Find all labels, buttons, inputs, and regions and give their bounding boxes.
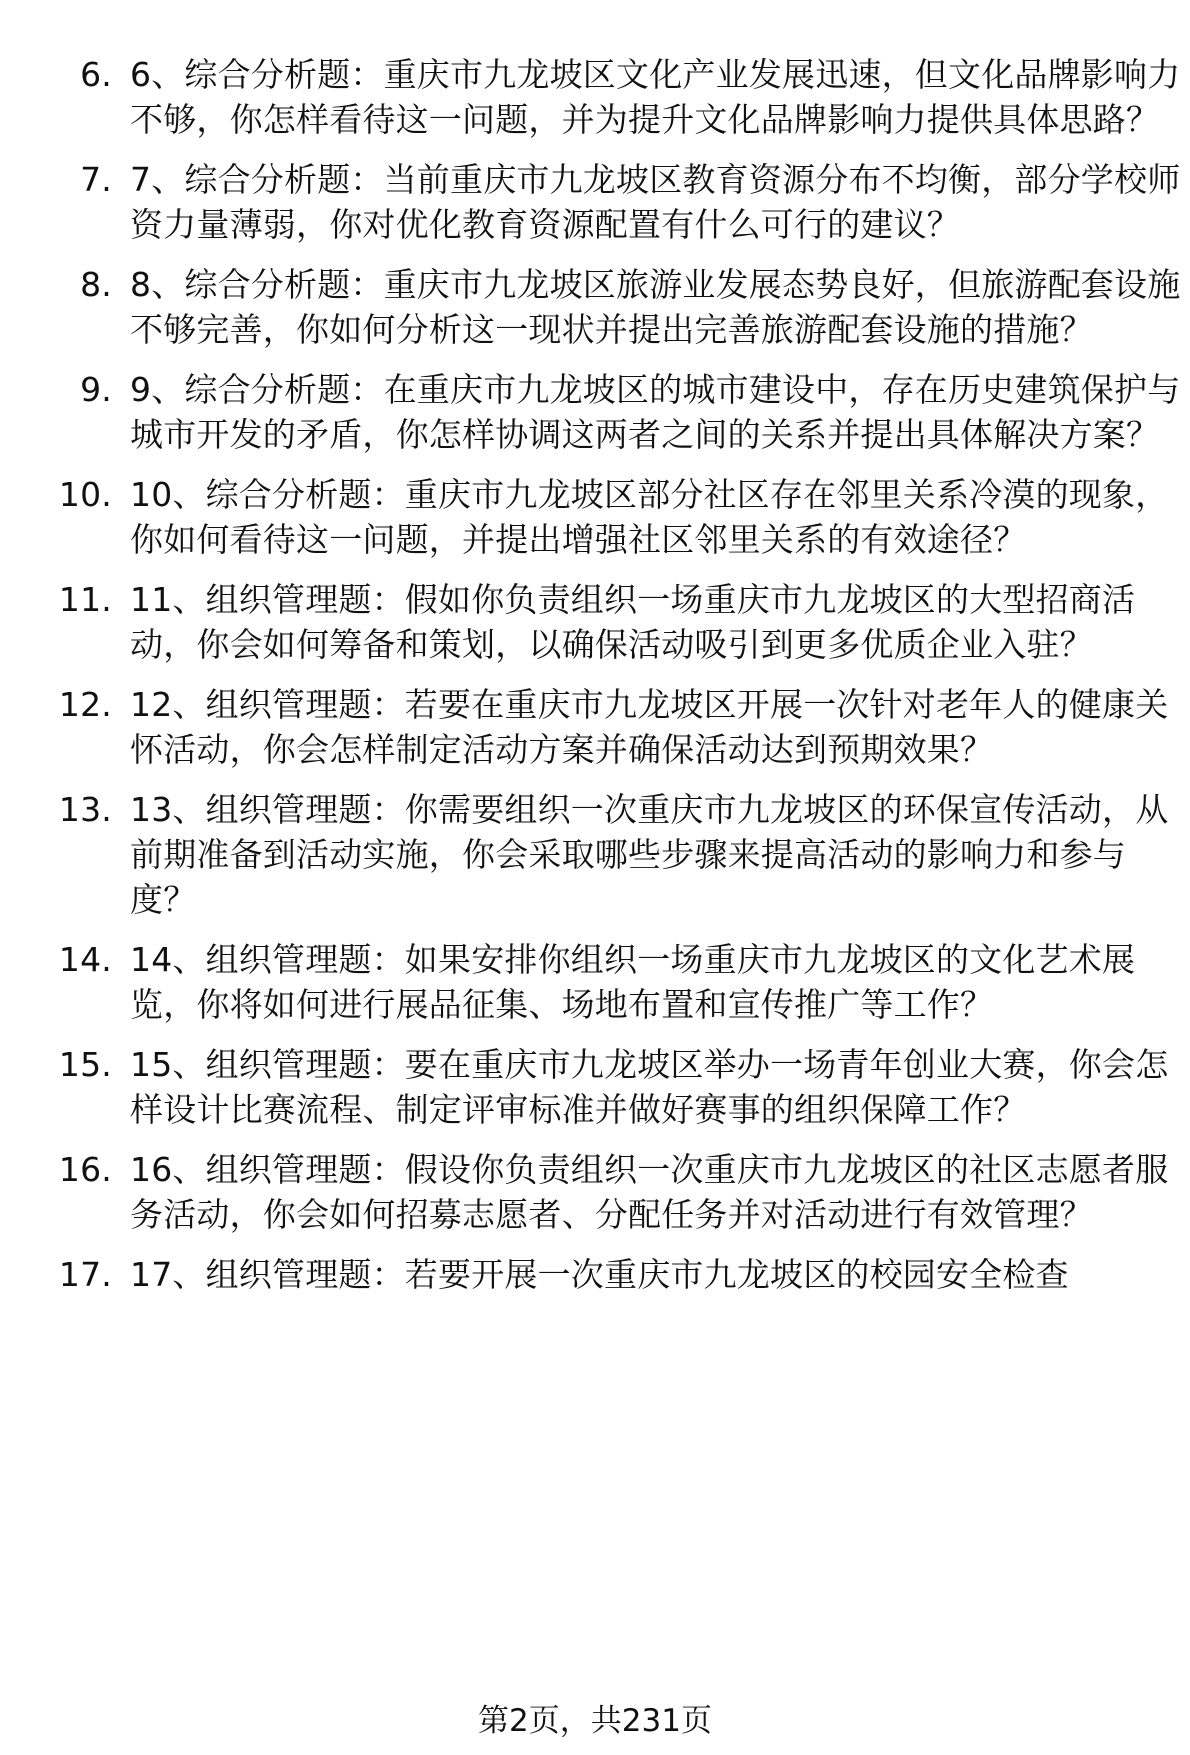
list-item [0, 262, 1190, 352]
item-text: 13、组织管理题：你需要组织一次重庆市九龙坡区的环保宣传活动，从前期准备到活动实施，你会采取哪些步骤来提高活动的影响力和参与度？ [130, 790, 1169, 919]
item-number: 17. [58, 1255, 112, 1294]
list-item [0, 1252, 1190, 1297]
list-item [0, 577, 1190, 667]
list-item [0, 367, 1190, 457]
item-text: 14、组织管理题：如果安排你组织一场重庆市九龙坡区的文化艺术展览，你将如何进行展品征集、场地布置和宣传推广等工作？ [130, 940, 1136, 1024]
list-item [0, 682, 1190, 772]
item-number: 9. [80, 370, 112, 409]
item-number: 12. [58, 685, 112, 724]
item-text: 11、组织管理题：假如你负责组织一场重庆市九龙坡区的大型招商活动，你会如何筹备和策划，以确保活动吸引到更多优质企业入驻？ [130, 580, 1136, 664]
list-item [0, 1147, 1190, 1237]
item-text: 17、组织管理题：若要开展一次重庆市九龙坡区的校园安全检查 [130, 1255, 1069, 1294]
item-number: 15. [58, 1045, 112, 1084]
item-number: 13. [58, 790, 112, 829]
item-text: 10、综合分析题：重庆市九龙坡区部分社区存在邻里关系冷漠的现象，你如何看待这一问题，并提出增强社区邻里关系的有效途径？ [130, 475, 1169, 559]
item-number: 14. [58, 940, 112, 979]
list-item [0, 472, 1190, 562]
item-number: 16. [58, 1150, 112, 1189]
item-text: 9、综合分析题：在重庆市九龙坡区的城市建设中，存在历史建筑保护与城市开发的矛盾，你怎样协调这两者之间的关系并提出具体解决方案？ [130, 370, 1181, 454]
item-text: 12、组织管理题：若要在重庆市九龙坡区开展一次针对老年人的健康关怀活动，你会怎样制定活动方案并确保活动达到预期效果？ [130, 685, 1169, 769]
list-item [0, 157, 1190, 247]
list-item [0, 1042, 1190, 1132]
list-item [0, 52, 1190, 142]
item-text: 8、综合分析题：重庆市九龙坡区旅游业发展态势良好，但旅游配套设施不够完善，你如何分析这一现状并提出完善旅游配套设施的措施？ [130, 265, 1181, 349]
item-text: 15、组织管理题：要在重庆市九龙坡区举办一场青年创业大赛，你会怎样设计比赛流程、制定评审标准并做好赛事的组织保障工作？ [130, 1045, 1169, 1129]
item-number: 8. [80, 265, 112, 304]
item-number: 11. [58, 580, 112, 619]
item-number: 7. [80, 160, 112, 199]
list-item [0, 937, 1190, 1027]
page-number: 第2页，共231页 [478, 1703, 712, 1739]
item-text: 7、综合分析题：当前重庆市九龙坡区教育资源分布不均衡，部分学校师资力量薄弱，你对优化教育资源配置有什么可行的建议？ [130, 160, 1181, 244]
item-number: 6. [80, 55, 112, 94]
item-number: 10. [58, 475, 112, 514]
item-text: 6、综合分析题：重庆市九龙坡区文化产业发展迅速，但文化品牌影响力不够，你怎样看待这一问题，并为提升文化品牌影响力提供具体思路？ [130, 55, 1181, 139]
list-item [0, 787, 1190, 922]
question-list [0, 52, 1190, 1312]
item-text: 16、组织管理题：假设你负责组织一次重庆市九龙坡区的社区志愿者服务活动，你会如何招募志愿者、分配任务并对活动进行有效管理？ [130, 1150, 1169, 1234]
